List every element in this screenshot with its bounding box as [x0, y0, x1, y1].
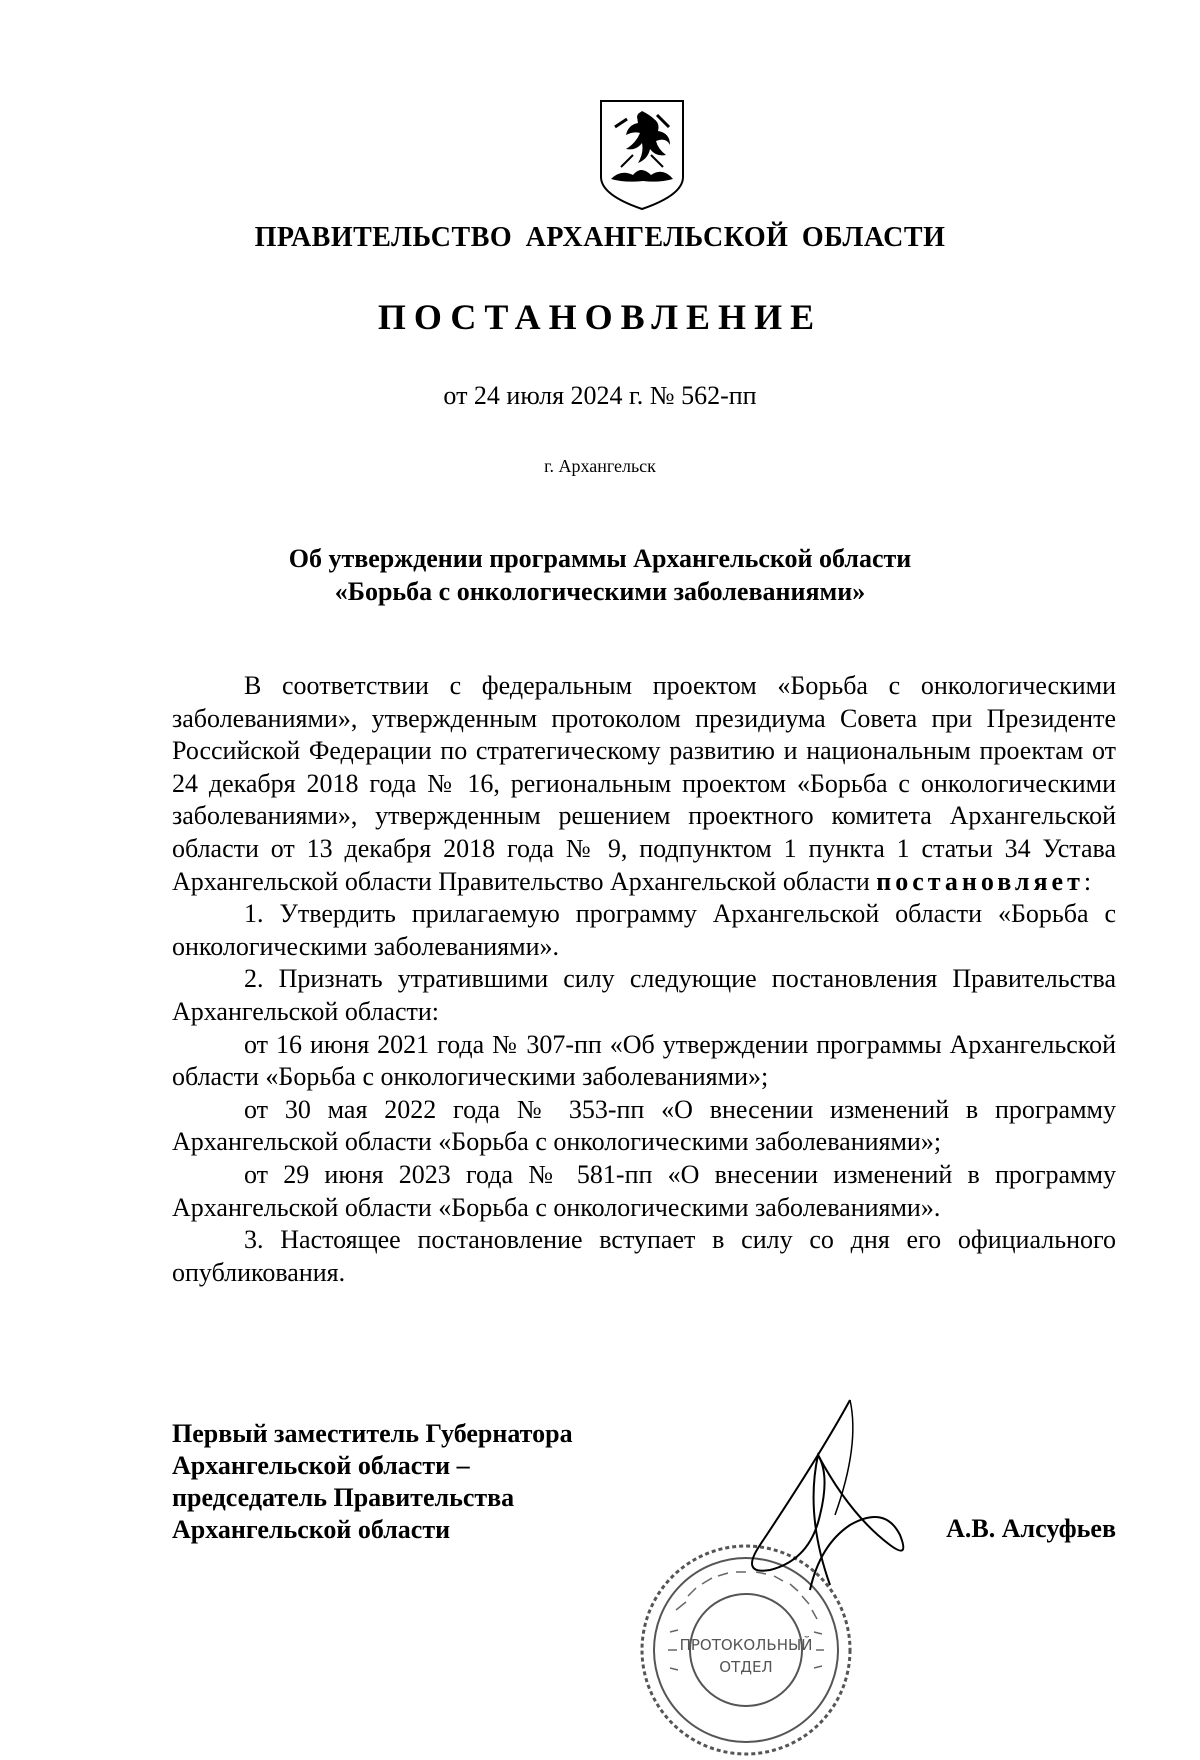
- preamble-paragraph: [172, 670, 1116, 898]
- signatory-position: [172, 1418, 573, 1546]
- preamble-text: В соответствии с федеральным проектом «Борьба с онкологическими заболеваниями», утвержденным протоколом президиума Совета при Президенте Российской Федерации по стратегическому развитию и национальным проектам от 24 декабря 2018 года № 16, региональным проектом «Борьба с онкологическими заболеваниями», утвержденным решением проектного комитета Архангельской области от 13 декабря 2018 года № 9, подпунктом 1 пункта 1 статьи 34 Устава Архангельской области Правительство Архангельской области: [172, 671, 1116, 896]
- item-1: 1. Утвердить прилагаемую программу Архангельской области «Борьба с онкологическими заболеваниями».: [172, 899, 1116, 961]
- stamp-text-line-1: ПРОТОКОЛЬНЫЙ: [679, 1636, 813, 1654]
- item-2: 2. Признать утратившими силу следующие постановления Правительства Архангельской области:: [172, 964, 1116, 1026]
- position-line-1: Первый заместитель Губернатора: [172, 1419, 573, 1448]
- handwritten-signature-icon: [700, 1395, 920, 1595]
- item-2-b: от 30 мая 2022 года № 353-пп «О внесении изменений в программу Архангельской области «Борьба с онкологическими заболеваниями»;: [172, 1094, 1116, 1157]
- item-2-a: от 16 июня 2021 года № 307-пп «Об утверждении программы Архангельской области «Борьба с онкологическими заболеваниями»;: [172, 1029, 1116, 1092]
- position-line-3: председатель Правительства: [172, 1483, 515, 1512]
- decree-word: постановляет: [876, 866, 1084, 896]
- position-line-2: Архангельской области –: [172, 1451, 470, 1480]
- item-2-c: от 29 июня 2023 года № 581-пп «О внесении изменений в программу Архангельской области «Борьба с онкологическими заболеваниями».: [172, 1159, 1116, 1222]
- position-line-4: Архангельской области: [172, 1515, 451, 1544]
- document-body: [172, 670, 1116, 1289]
- signatory-name: А.В. Алсуфьев: [946, 1514, 1116, 1543]
- decree-colon: :: [1083, 866, 1092, 896]
- document-subject: [0, 542, 1200, 608]
- government-name: ПРАВИТЕЛЬСТВО АРХАНГЕЛЬСКОЙ ОБЛАСТИ: [254, 222, 946, 253]
- subject-line-2: «Борьба с онкологическими заболеваниями»: [334, 577, 866, 606]
- coat-of-arms-icon: [597, 97, 687, 212]
- document-date-number: от 24 июля 2024 г. № 562-пп: [443, 381, 757, 410]
- document-type: ПОСТАНОВЛЕНИЕ: [377, 297, 823, 337]
- document-city: г. Архангельск: [544, 456, 656, 476]
- item-3: 3. Настоящее постановление вступает в силу со дня его официального опубликования.: [172, 1225, 1116, 1287]
- subject-line-1: Об утверждении программы Архангельской области: [288, 544, 912, 573]
- stamp-text-line-2: ОТДЕЛ: [719, 1658, 773, 1676]
